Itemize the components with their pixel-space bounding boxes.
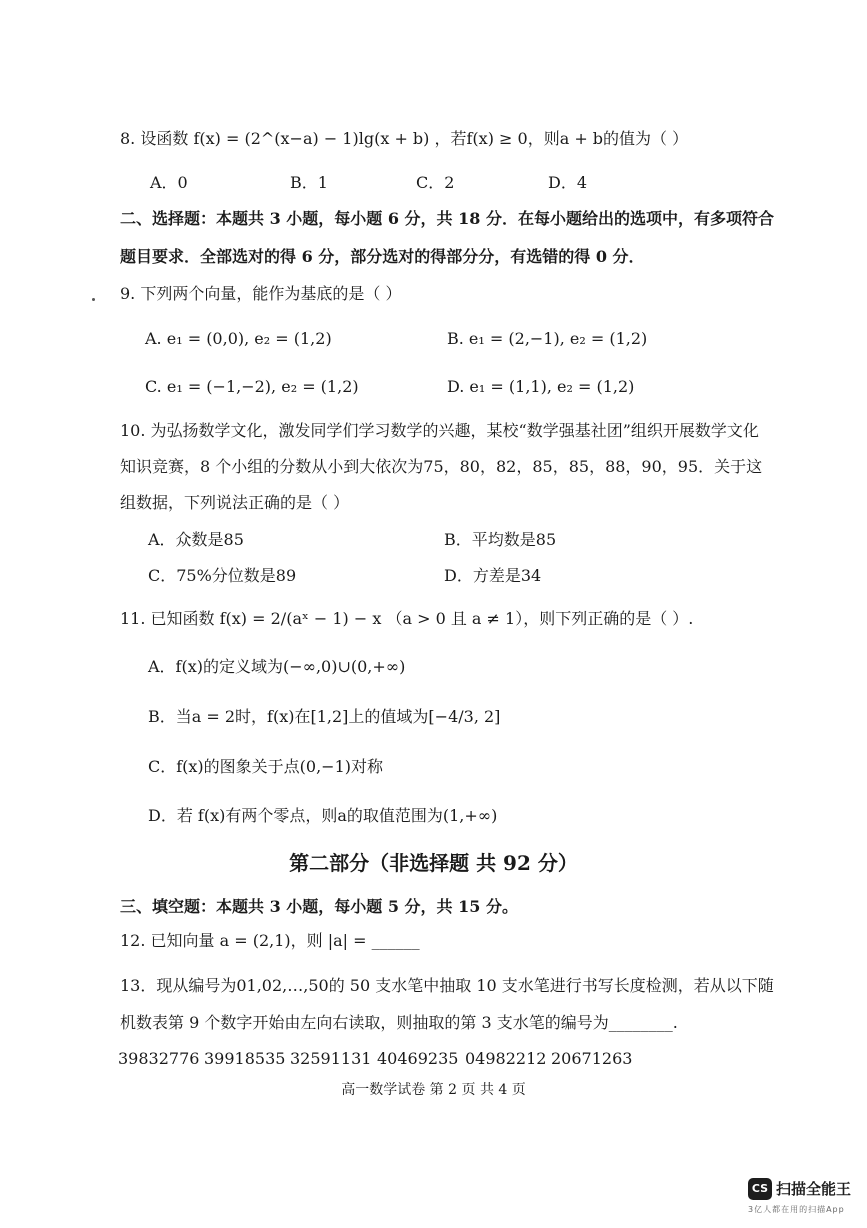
q10-option-d: D．方差是34 [444,566,542,585]
random-number-3: 32591131 [290,1049,372,1068]
random-number-2: 39918535 [204,1049,286,1068]
q11-option-b: B．当a = 2时，f(x)在[1,2]上的值域为[−4/3, 2] [148,707,501,726]
q10-option-c: C．75%分位数是89 [148,566,297,585]
q8-option-b: B．1 [290,173,328,192]
section3-header: 三、填空题：本题共 3 小题，每小题 5 分，共 15 分。 [120,897,518,916]
q9-option-b: B. e₁ = (2,−1), e₂ = (1,2) [447,329,648,348]
q9-option-d: D. e₁ = (1,1), e₂ = (1,2) [447,377,635,396]
random-number-5: 04982212 [465,1049,547,1068]
part2-title: 第二部分（非选择题 共 92 分） [289,851,578,875]
q13-line2: 机数表第 9 个数字开始由左向右读取，则抽取的第 3 支水笔的编号为________. [120,1013,678,1032]
q10-option-b: B．平均数是85 [444,530,557,549]
section2-header-line2: 题目要求．全部选对的得 6 分，部分选对的得部分分，有选错的得 0 分． [120,247,645,266]
q11-option-a: A．f(x)的定义域为(−∞,0)∪(0,+∞) [148,657,406,676]
q8-option-a: A．0 [150,173,188,192]
q10-option-a: A．众数是85 [148,530,244,549]
random-number-1: 39832776 [118,1049,200,1068]
scanner-logo-name: 扫描全能王 [776,1180,852,1198]
q10-line1: 10. 为弘扬数学文化，激发同学们学习数学的兴趣，某校“数学强基社团”组织开展数学文化 [120,421,759,440]
q11-option-d: D．若 f(x)有两个零点，则a的取值范围为(1,+∞) [148,806,498,825]
scanner-logo-tagline: 3亿人都在用的扫描App [748,1205,845,1214]
random-number-6: 20671263 [551,1049,633,1068]
q11-stem: 11. 已知函数 f(x) = 2/(aˣ − 1) − x （a > 0 且 a ≠ 1），则下列正确的是（ ）. [120,609,694,628]
q8-option-d: D．4 [548,173,588,192]
q11-option-c: C．f(x)的图象关于点(0,−1)对称 [148,757,384,776]
q8-stem: 8. 设函数 f(x) = (2^(x−a) − 1)lg(x + b) ，若f(x) ≥ 0，则a + b的值为（ ） [120,129,689,148]
section2-header-line1: 二、选择题：本题共 3 小题，每小题 6 分，共 18 分．在每小题给出的选项中，有多项符合 [120,209,774,228]
page-footer: 高一数学试卷 第 2 页 共 4 页 [341,1082,526,1098]
scanner-logo [748,1176,863,1224]
q8-option-c: C．2 [416,173,455,192]
q10-line2: 知识竞赛，8 个小组的分数从小到大依次为75，80，82，85，85，88，90，95．关于这 [120,457,763,476]
q9-stem: 9. 下列两个向量，能作为基底的是（ ） [120,284,402,303]
q9-option-c: C. e₁ = (−1,−2), e₂ = (1,2) [145,377,359,396]
scan-speck [92,298,95,301]
q12-stem: 12. 已知向量 a = (2,1)，则 |a| = ______ [120,931,420,950]
cs-badge-icon: CS [748,1178,772,1200]
q9-option-a: A. e₁ = (0,0), e₂ = (1,2) [145,329,332,348]
q10-line3: 组数据，下列说法正确的是（ ） [120,493,350,512]
random-number-4: 40469235 [377,1049,459,1068]
q13-line1: 13．现从编号为01,02,…,50的 50 支水笔中抽取 10 支水笔进行书写长度检测，若从以下随 [120,976,774,995]
